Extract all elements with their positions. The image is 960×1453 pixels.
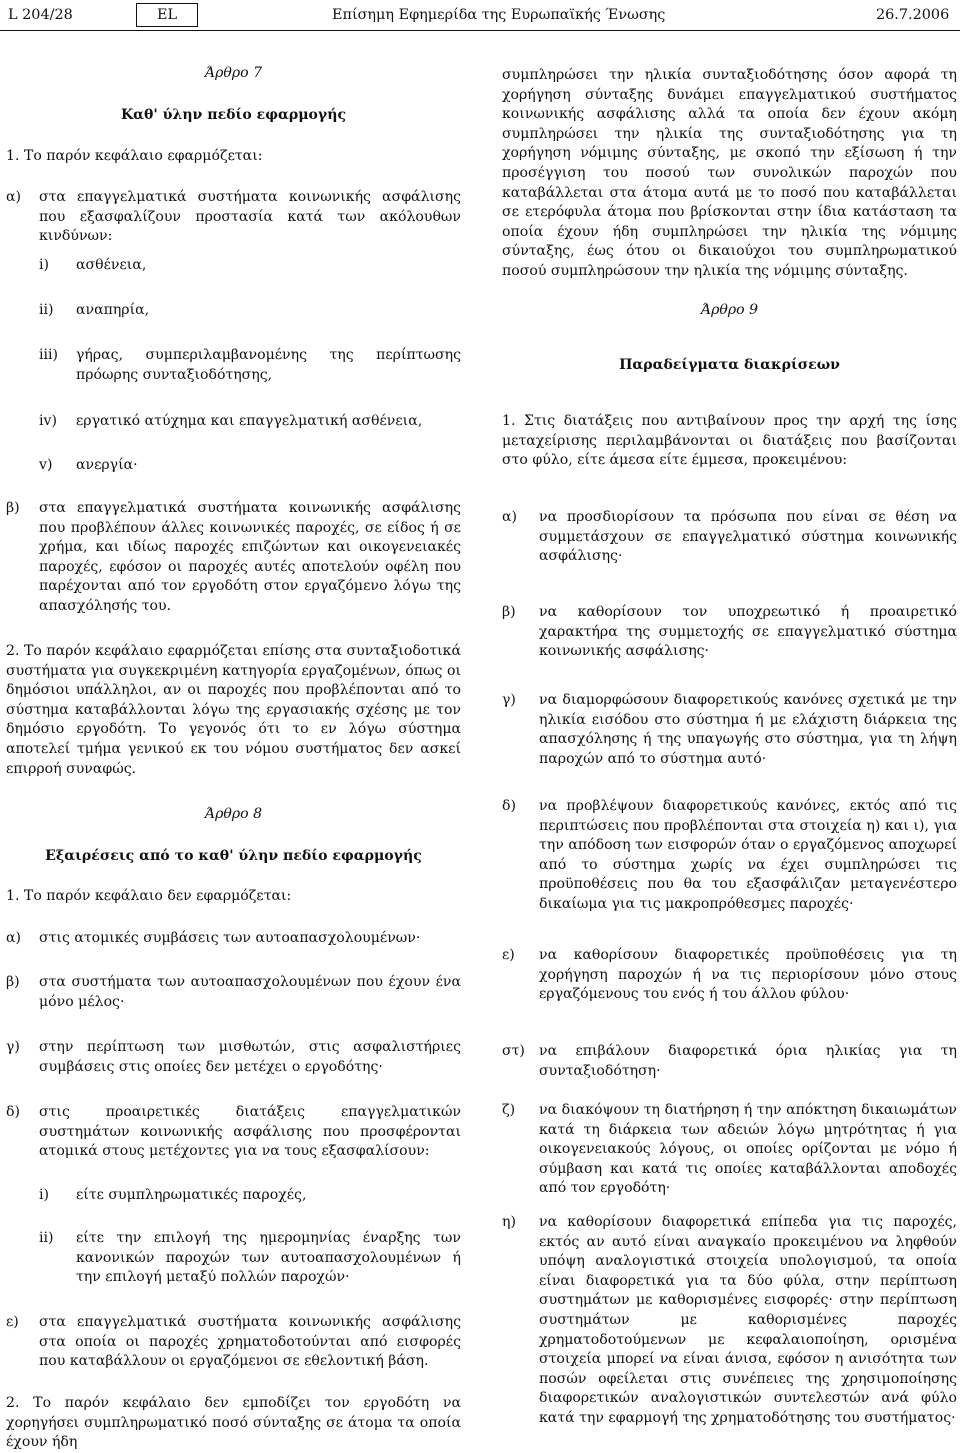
list-item: γ) στην περίπτωση των μισθωτών, στις ασφαλιστήριες συμβάσεις στις οποίες δεν μετέχει ο εργοδότης· — [6, 1039, 461, 1075]
paragraph-7-1: 1. Το παρόν κεφάλαιο εφαρμόζεται: — [6, 148, 263, 164]
list-item: β) στα συστήματα των αυτοαπασχολουμένων που έχουν ένα μόνο μέλος· — [6, 974, 461, 1010]
paragraph-8-2: 2. Το παρόν κεφάλαιο δεν εμποδίζει τον εργοδότη να χορηγήσει συμπληρωματικό ποσό σύνταξης σε άτομα τα οποία έχουν ήδη — [6, 1395, 461, 1451]
list-item: v) ανεργία· — [39, 457, 138, 473]
paragraph-8-1: 1. Το παρόν κεφάλαιο δεν εφαρμόζεται: — [6, 888, 292, 904]
list-item: δ) να προβλέψουν διαφορετικούς κανόνες, εκτός από τις περιπτώσεις που προβλέπονται στα στοιχεία η) και ι), για την απόδοση των εισφορών όταν ο εργαζόμενος αποχωρεί από το σύστημα χωρίς να έχει συμπληρώσει τις προϋποθέσεις που θα του εξασφάλιζαν μεταγενέστερο δικαίωμα για τις μακροπρόθεσμες παροχές· — [502, 798, 957, 912]
list-item: β) να καθορίσουν τον υποχρεωτικό ή προαιρετικό χαρακτήρα της συμμετοχής σε επαγγελματικό σύστημα κοινωνικής ασφάλισης· — [502, 604, 957, 660]
article-8-number: Άρθρο 8 — [204, 806, 263, 822]
list-item: ii) είτε την επιλογή της ημερομηνίας έναρξης των κανονικών παροχών των αυτοαπασχολουμένων ή την επιλογή μεταξύ πολλών παροχών· — [39, 1230, 461, 1286]
list-item: δ) στις προαιρετικές διατάξεις επαγγελματικών συστημάτων κοινωνικής ασφάλισης που προσφέρονται ατομικά στους μετέχοντες για να τους εξασφαλίσουν: — [6, 1104, 461, 1160]
publication-date: 26.7.2006 — [876, 7, 950, 23]
list-item: α) στις ατομικές συμβάσεις των αυτοαπασχολουμένων· — [6, 930, 421, 946]
list-item: ε) στα επαγγελματικά συστήματα κοινωνικής ασφάλισης στα οποία οι παροχές χρηματοδοτούνται από εισφορές που καταβάλλουν οι εργαζόμενοι σε εθελοντική βάση. — [6, 1314, 461, 1370]
list-item: i) ασθένεια, — [39, 257, 147, 273]
list-item: iii) γήρας, συμπεριλαμβανομένης της περίπτωσης πρόωρης συνταξιοδότησης, — [39, 347, 461, 383]
paragraph-7-2: 2. Το παρόν κεφάλαιο εφαρμόζεται επίσης στα συνταξιοδοτικά συστήματα για συγκεκριμένη κατηγορία εργαζομένων, όπως οι δημόσιοι υπάλληλοι, αν οι παροχές που προβλέπονται από το σύστημα καταβάλλονται λόγω της εργασιακής σχέσης με τον δημόσιο εργοδότη. Το γεγονός ότι το εν λόγω σύστημα αποτελεί τμήμα γενικού εκ του νόμου συστήματος δεν ασκεί επιρροή συναφώς. — [6, 643, 461, 777]
paragraph-8-2-continued: συμπληρώσει την ηλικία συνταξιοδότησης όσον αφορά τη χορήγηση σύνταξης δυνάμει επαγγελματικού συστήματος κοινωνικής ασφάλισης αλλά τα οποία δεν έχουν ακόμη συμπληρώσει την ηλικία της συνταξιοδότησης για τη χορήγηση νόμιμης σύνταξης, με σκοπό την εξίσωση ή την προσέγγιση του ποσού των συνολικών παροχών που καταβάλλεται στα άτομα αυτά με το ποσό που καταβάλλεται σε ετερόφυλα άτομα που βρίσκονται στην ίδια κατάσταση τα οποία έχουν ήδη συμπληρώσει την ηλικία της νόμιμης σύνταξης, έως ότου οι δικαιούχοι του συμπληρωματικού ποσού συμπληρώσουν την ηλικία της νόμιμης σύνταξης. — [502, 67, 957, 279]
page-number: L 204/28 — [8, 7, 73, 23]
list-item: ii) αναπηρία, — [39, 302, 150, 318]
list-item: ε) να καθορίσουν διαφορετικές προϋποθέσεις για τη χορήγηση παροχών ή να τις περιορίσουν μόνο στους εργαζόμενους του ενός ή του άλλου φύλου· — [502, 947, 957, 1003]
article-9-title: Παραδείγματα διακρίσεων — [619, 357, 840, 373]
language-badge: EL — [136, 3, 198, 27]
paragraph-9-1: 1. Στις διατάξεις που αντιβαίνουν προς την αρχή της ίσης μεταχείρισης περιλαμβάνονται οι διατάξεις που βασίζονται στο φύλο, είτε άμεσα είτε έμμεσα, προκειμένου: — [502, 413, 957, 469]
article-7-title: Καθ' ύλην πεδίο εφαρμογής — [120, 107, 347, 123]
list-item: στ) να επιβάλουν διαφορετικά όρια ηλικίας για τη συνταξιοδότηση· — [502, 1043, 957, 1079]
list-item: α) στα επαγγελματικά συστήματα κοινωνικής ασφάλισης που εξασφαλίζουν προστασία κατά των ακόλουθων κινδύνων: — [6, 189, 461, 245]
list-item: γ) να διαμορφώσουν διαφορετικούς κανόνες σχετικά με την ηλικία εισόδου στο σύστημα ή με ελάχιστη διάρκεια της απασχόλησης ή της υπαγωγής στο σύστημα, για τη λήψη παροχών από το σύστημα αυτό· — [502, 692, 957, 767]
list-item: ζ) να διακόψουν τη διατήρηση ή την απόκτηση δικαιωμάτων κατά τη διάρκεια των αδειών λόγω μητρότητας ή για οικογενειακούς λόγους, οι οποίες ορίζονται με νόμο ή σύμβαση και κατά τις οποίες καταβάλλονται αποδοχές από τον εργοδότη· — [502, 1102, 957, 1197]
article-8-title: Εξαιρέσεις από το καθ' ύλην πεδίο εφαρμογής — [45, 848, 422, 864]
page-header — [0, 0, 960, 31]
journal-title: Επίσημη Εφημερίδα της Ευρωπαϊκής Ένωσης — [332, 7, 666, 23]
list-item: α) να προσδιορίσουν τα πρόσωπα που είναι σε θέση να συμμετάσχουν σε επαγγελματικό σύστημα κοινωνικής ασφάλισης· — [502, 509, 957, 565]
list-item: i) είτε συμπληρωματικές παροχές, — [39, 1187, 307, 1203]
article-9-number: Άρθρο 9 — [700, 302, 759, 318]
list-item: β) στα επαγγελματικά συστήματα κοινωνικής ασφάλισης που προβλέπουν άλλες κοινωνικές παροχές, σε είδος ή σε χρήμα, και ιδίως παροχές επιζώντων και οικογενειακές παροχές, εφόσον οι παροχές αυτές αποτελούν οφέλη που παρέχονται από τον εργοδότη στον εργαζόμενο λόγω της απασχόλησής του. — [6, 500, 461, 614]
list-item: η) να καθορίσουν διαφορετικά επίπεδα για τις παροχές, εκτός αν αυτό είναι αναγκαίο προκειμένου να ληφθούν υπόψη αναλογιστικά στοιχεία υπολογισμού, τα οποία είναι διαφορετικά για τα δύο φύλα, στην περίπτωση συστημάτων με καθορισμένες εισφορές· στην περίπτωση συστημάτων με καθορισμένες παροχές χρηματοδοτούμενων με κεφαλαιοποίηση, ορισμένα στοιχεία μπορεί να είναι άνισα, εφόσον η ανισότητα των ποσών οφείλεται στις συνέπειες της χρησιμοποίησης διαφορετικών αναλογιστικών συντελεστών ανά φύλο κατά την εφαρμογή της χρηματοδότησης του συστήματος· — [502, 1214, 957, 1426]
list-item: iv) εργατικό ατύχημα και επαγγελματική ασθένεια, — [39, 413, 423, 429]
article-7-number: Άρθρο 7 — [204, 65, 263, 81]
